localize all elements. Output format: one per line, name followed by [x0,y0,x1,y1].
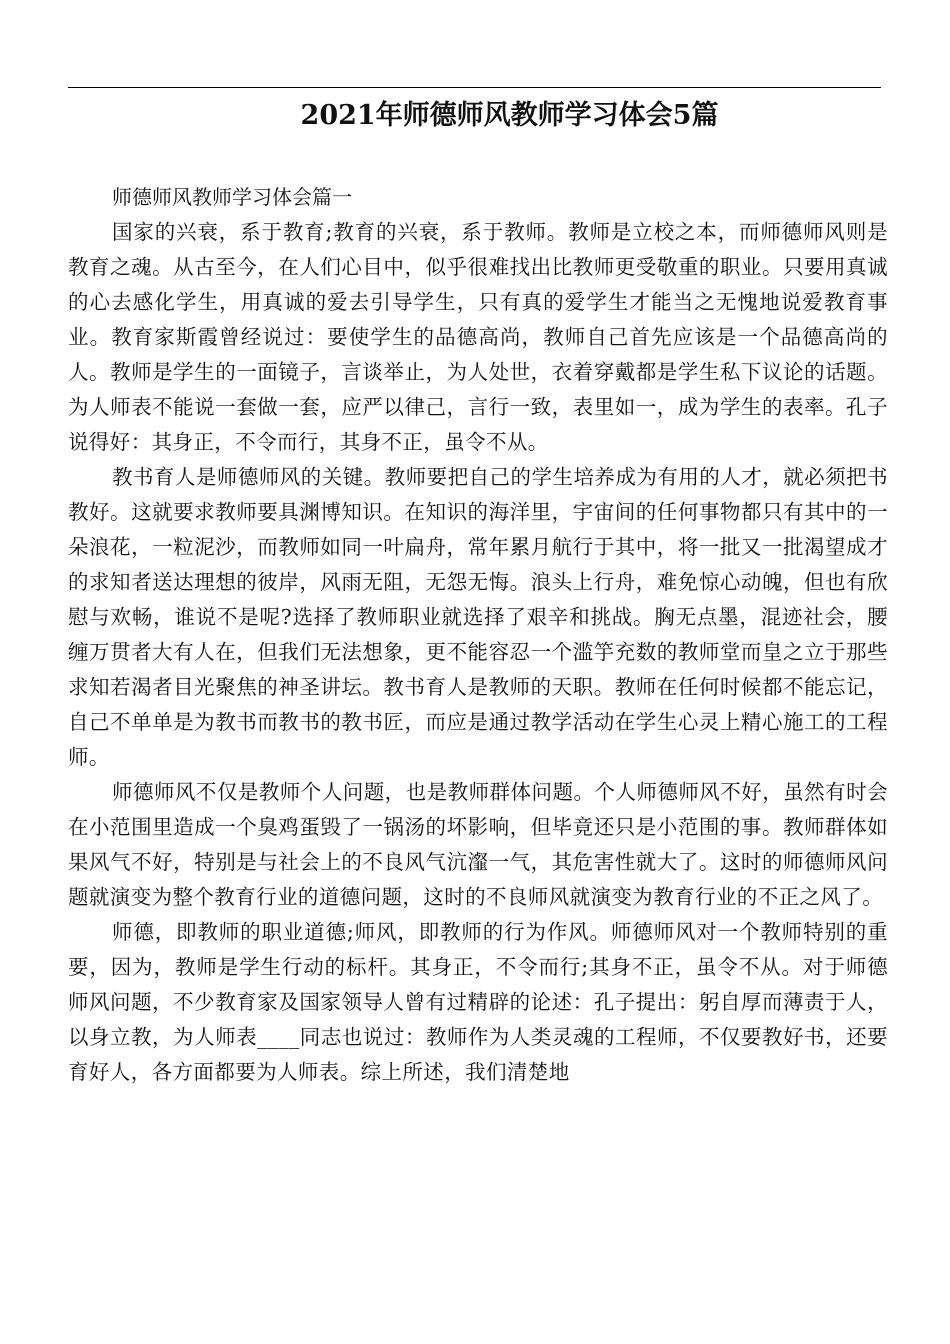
paragraph-2: 教书育人是师德师风的关键。教师要把自己的学生培养成为有用的人才，就必须把书教好。这就要求教师要具渊博知识。在知识的海洋里，宇宙间的任何事物都只有其中的一朵浪花，一粒泥沙，而教师如同一叶扁舟，常年累月航行于其中，将一批又一批渴望成才的求知者送达理想的彼岸，风雨无阻，无怨无悔。浪头上行舟，难免惊心动魄，但也有欣慰与欢畅，谁说不是呢?选择了教师职业就选择了艰辛和挑战。胸无点墨，混迹社会，腰缠万贯者大有人在，但我们无法想象，更不能容忍一个滥竽充数的教师堂而皇之立于那些求知若渴者目光聚焦的神圣讲坛。教书育人是教师的天职。教师在任何时候都不能忘记，自己不单单是为教书而教书的教书匠，而应是通过教学活动在学生心灵上精心施工的工程师。 [68,465,888,769]
document-title: 2021年师德师风教师学习体会5篇 [300,100,719,131]
paragraph-1: 国家的兴衰，系于教育;教育的兴衰，系于教师。教师是立校之本，而师德师风则是教育之魂。从古至今，在人们心目中，似乎很难找出比教师更受敬重的职业。只要用真诚的心去感化学生，用真诚的爱去引导学生，只有真的爱学生才能当之无愧地说爱教育事业。教育家斯霞曾经说过：要使学生的品德高尚，教师自己首先应该是一个品德高尚的人。教师是学生的一面镜子，言谈举止，为人处世，衣着穿戴都是学生私下议论的话题。为人师表不能说一套做一套，应严以律己，言行一致，表里如一，成为学生的表率。孔子说得好：其身正，不令而行，其身不正，虽令不从。 [68,220,888,454]
paragraph-4: 师德，即教师的职业道德;师风，即教师的行为作风。师德师风对一个教师特别的重要，因为，教师是学生行动的标杆。其身正，不令而行;其身不正，虽令不从。对于师德师风问题，不少教育家及国家领导人曾有过精辟的论述：孔子提出：躬自厚而薄责于人，以身立教，为人师表____同志也说过：教师作为人类灵魂的工程师，不仅要教好书，还要育好人，各方面都要为人师表。综上所述，我们清楚地 [68,920,888,1084]
header-rule [68,87,881,88]
document-body [68,180,888,1090]
section-heading: 师德师风教师学习体会篇一 [112,185,352,209]
paragraph-3: 师德师风不仅是教师个人问题，也是教师群体问题。个人师德师风不好，虽然有时会在小范围里造成一个臭鸡蛋毁了一锅汤的坏影响，但毕竟还只是小范围的事。教师群体如果风气不好，特别是与社会上的不良风气沆瀣一气，其危害性就大了。这时的师德师风问题就演变为整个教育行业的道德问题，这时的不良师风就演变为教育行业的不正之风了。 [68,780,888,909]
